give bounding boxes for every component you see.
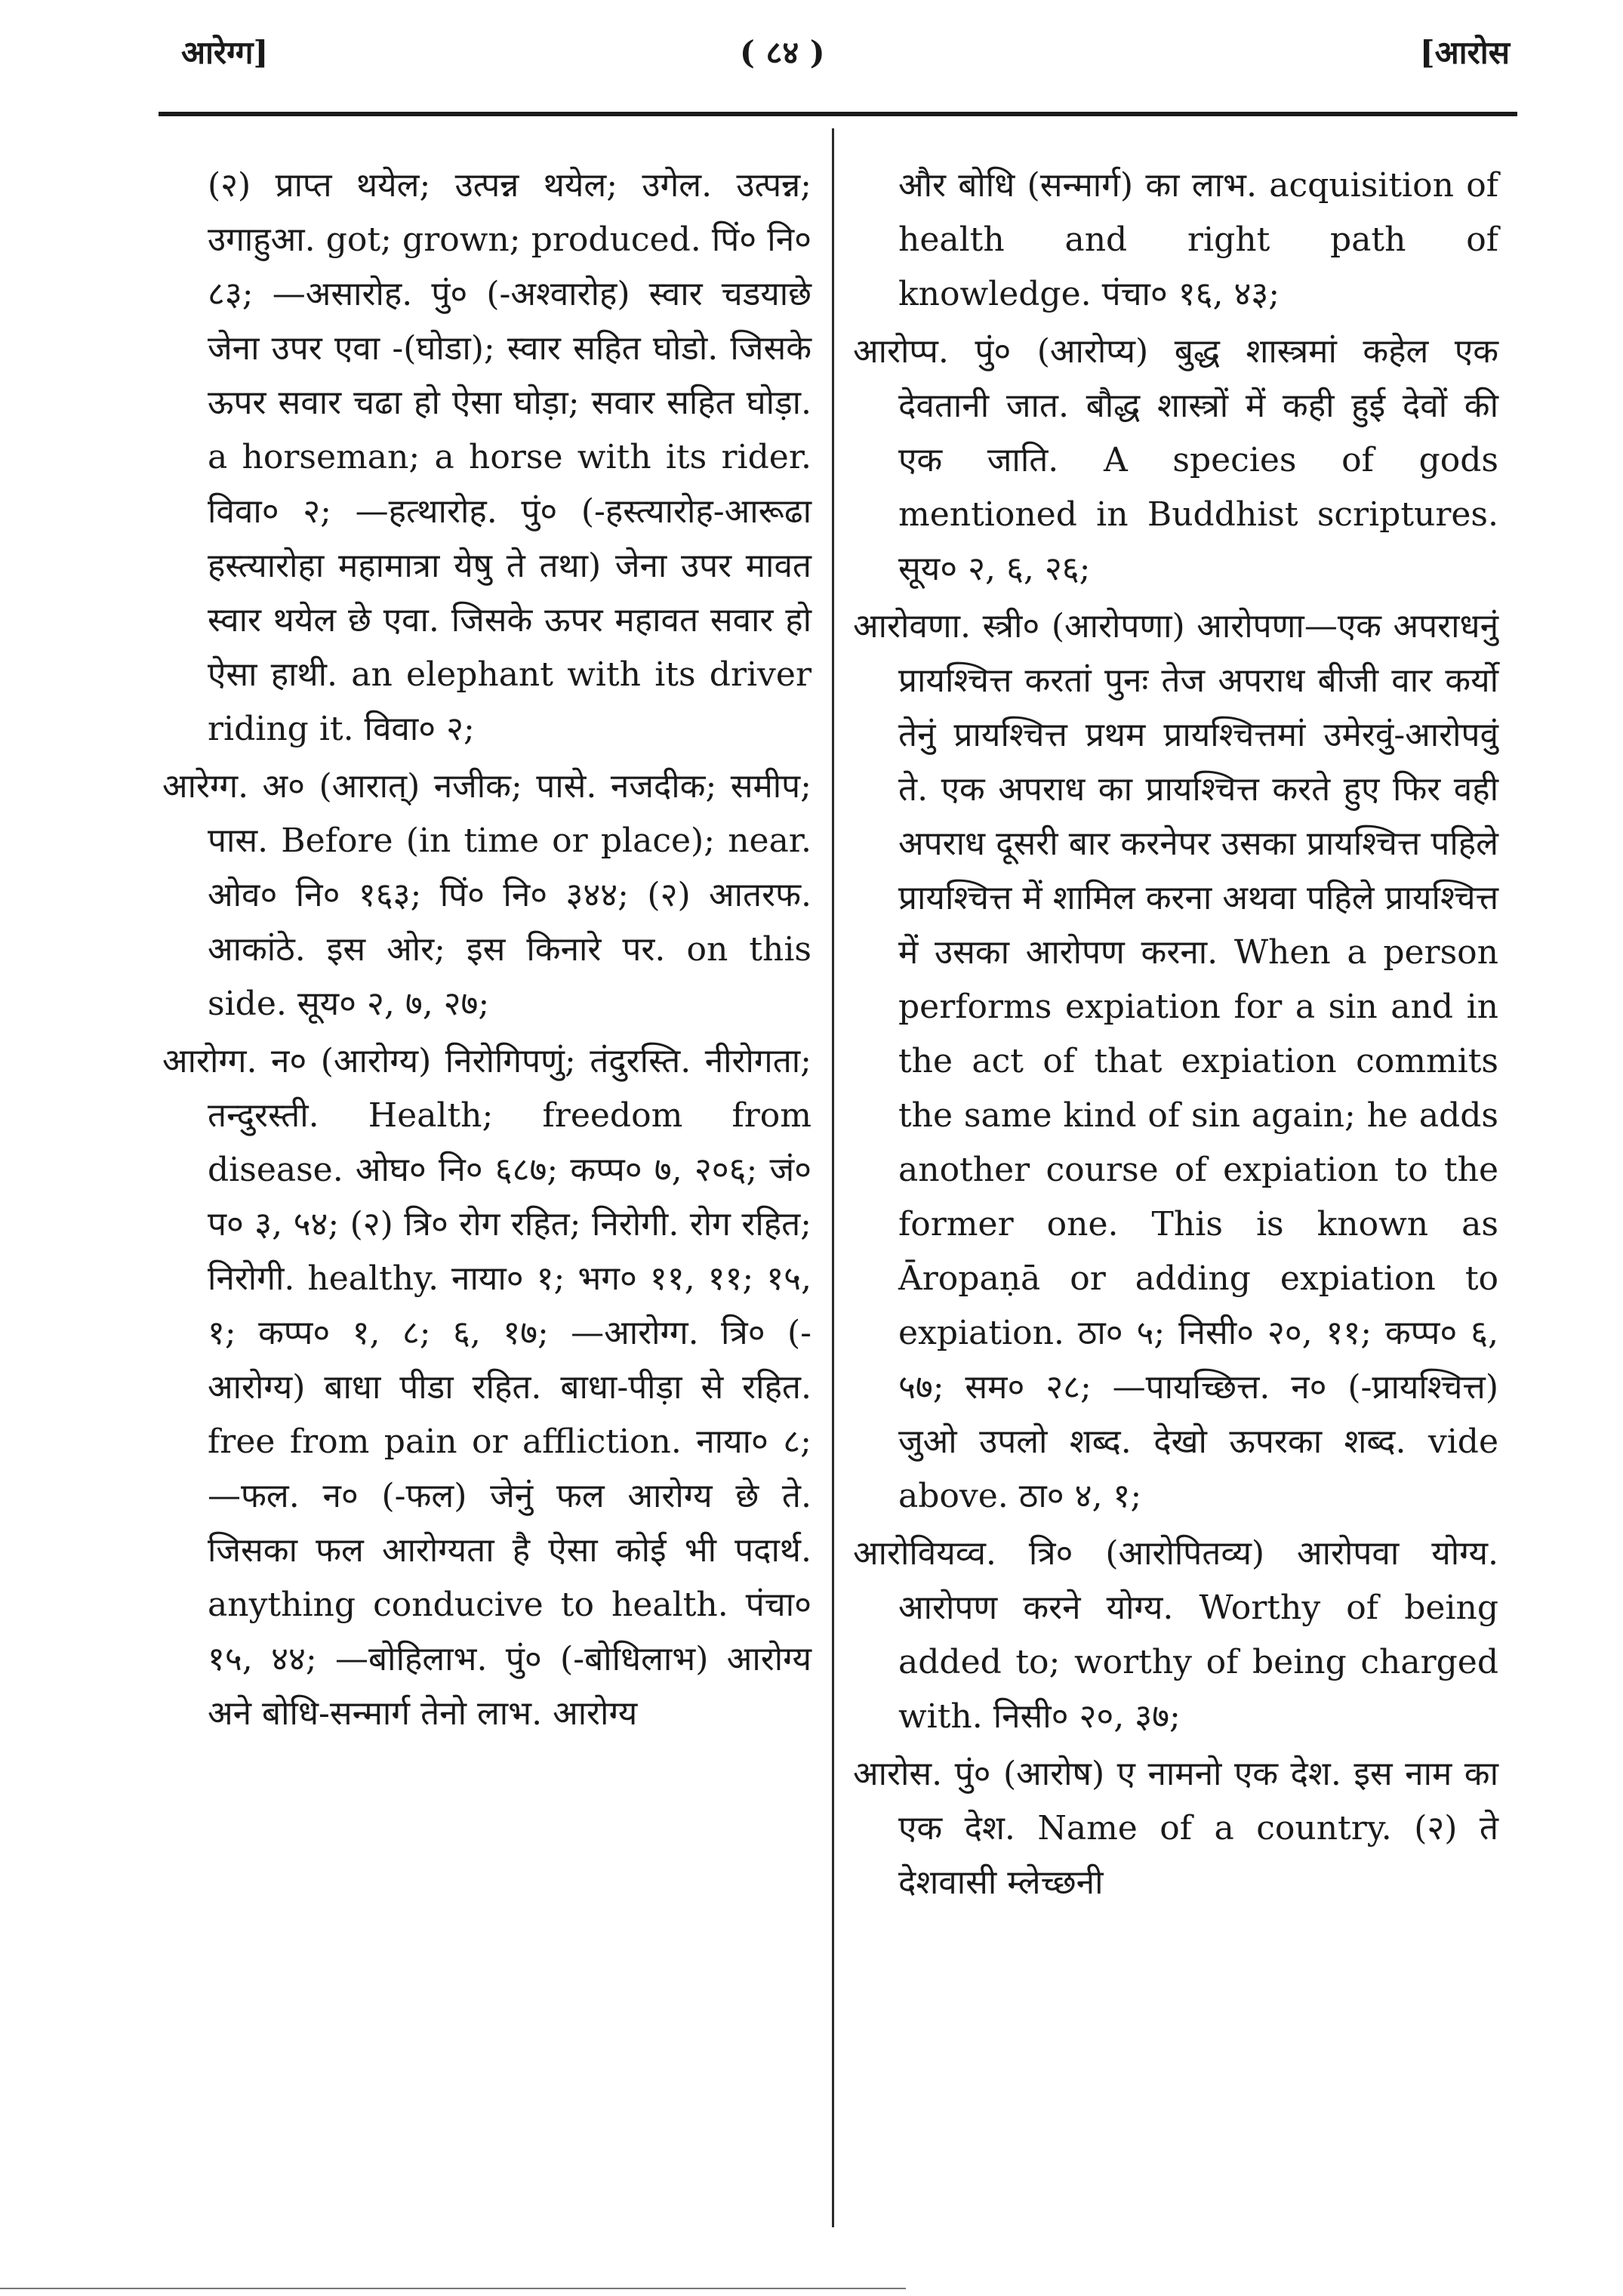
bottom-rule — [0, 2288, 906, 2289]
dictionary-entry: आरोवियव्व. त्रि० (आरोपितव्य) आरोपवा योग्य. आरोपण करने योग्य. Worthy of being added to; worthy of being charged with. निसी० २०, ३७; — [853, 1534, 1498, 1736]
column-divider — [832, 128, 834, 2227]
dictionary-entry: आरोस. पुं० (आरोष) ए नामनो एक देश. इस नाम का एक देश. Name of a country. (२) ते देशवासी म्लेच्छनी — [853, 1755, 1498, 1902]
dictionary-entry: और बोधि (सन्मार्ग) का लाभ. acquisition of health and right path of knowledge. पंचा० १६, ४३; — [898, 166, 1498, 313]
header-left-guideword: आरेग्ग] — [181, 34, 269, 71]
right-column — [853, 159, 1498, 1913]
dictionary-entry: (२) प्राप्त थयेल; उत्पन्न थयेल; उगेल. उत्पन्न; उगाहुआ. got; grown; produced. पिं० नि० ८३; —असारोह. पुं० (-अश्वारोह) स्वार चडयाछे जेना उपर एवा -(घोडा); स्वार सहित घोडो. जिसके ऊपर सवार चढा हो ऐसा घोड़ा; सवार सहित घोड़ा. a horseman; a horse with its rider. विवा० २; —हत्थारोह. पुं० (-हस्त्यारोह-आरूढा हस्त्यारोहा महामात्रा येषु ते तथा) जेना उपर मावत स्वार थयेल छे एवा. जिसके ऊपर महावत सवार हो ऐसा हाथी. an elephant with its driver riding it. विवा० २; — [208, 166, 812, 748]
left-column — [162, 159, 812, 1744]
dictionary-entry: आरोप्प. पुं० (आरोप्य) बुद्ध शास्त्रमां कहेल एक देवतानी जात. बौद्ध शास्त्रों में कही हुई देवों की एक जाति. A species of gods mentioned in Buddhist scriptures. सूय० २, ६, २६; — [853, 332, 1498, 588]
header-rule — [159, 112, 1517, 116]
dictionary-entry: आरेग्ग. अ० (आरात्) नजीक; पासे. नजदीक; समीप; पास. Before (in time or place); near. ओव० नि० १६३; पिं० नि० ३४४; (२) आतरफ. आकांठे. इस ओर; इस किनारे पर. on this side. सूय० २, ७, २७; — [162, 767, 812, 1023]
page-header — [151, 30, 1510, 91]
header-right-guideword: [आरोस — [1419, 34, 1510, 71]
dictionary-entry: आरोग्ग. न० (आरोग्य) निरोगिपणुं; तंदुरस्ति. नीरोगता; तन्दुरस्ती. Health; freedom from disease. ओघ० नि० ६८७; कप्प० ७, २०६; जं० प० ३, ५४; (२) त्रि० रोग रहित; निरोगी. रोग रहित; निरोगी. healthy. नाया० १; भग० ११, ११; १५, १; कप्प० १, ८; ६, १७; —आरोग्ग. त्रि० (-आरोग्य) बाधा पीडा रहित. बाधा-पीड़ा से रहित. free from pain or affliction. नाया० ८; —फल. न० (-फल) जेनुं फल आरोग्य छे ते. जिसका फल आरोग्यता है ऐसा कोई भी पदार्थ. anything conducive to health. पंचा० १५, ४४; —बोहिलाभ. पुं० (-बोधिलाभ) आरोग्य अने बोधि-सन्मार्ग तेनो लाभ. आरोग्य — [162, 1042, 812, 1733]
dictionary-entry: आरोवणा. स्त्री० (आरोपणा) आरोपणा—एक अपराधनुं प्रायश्चित्त करतां पुनः तेज अपराध बीजी वार कर्यो तेनुं प्रायश्चित्त प्रथम प्रायश्चित्तमां उमेरवुं-आरोपवुं ते. एक अपराध का प्रायश्चित्त करते हुए फिर वही अपराध दूसरी बार करनेपर उसका प्रायश्चित्त पहिले प्रायश्चित्त में शामिल करना अथवा पहिले प्रायश्चित्त में उसका आरोपण करना. When a person performs expiation for a sin and in the act of that expiation commits the same kind of sin again; he adds another course of expiation to the former one. This is known as Āropaṇā or adding expiation to expiation. ठा० ५; निसी० २०, ११; कप्प० ६, ५७; सम० २८; —पायच्छित्त. न० (-प्रायश्चित्त) जुओ उपलो शब्द. देखो ऊपरका शब्द. vide above. ठा० ४, १; — [853, 607, 1498, 1515]
page-number: ( ८४ ) — [740, 34, 825, 71]
